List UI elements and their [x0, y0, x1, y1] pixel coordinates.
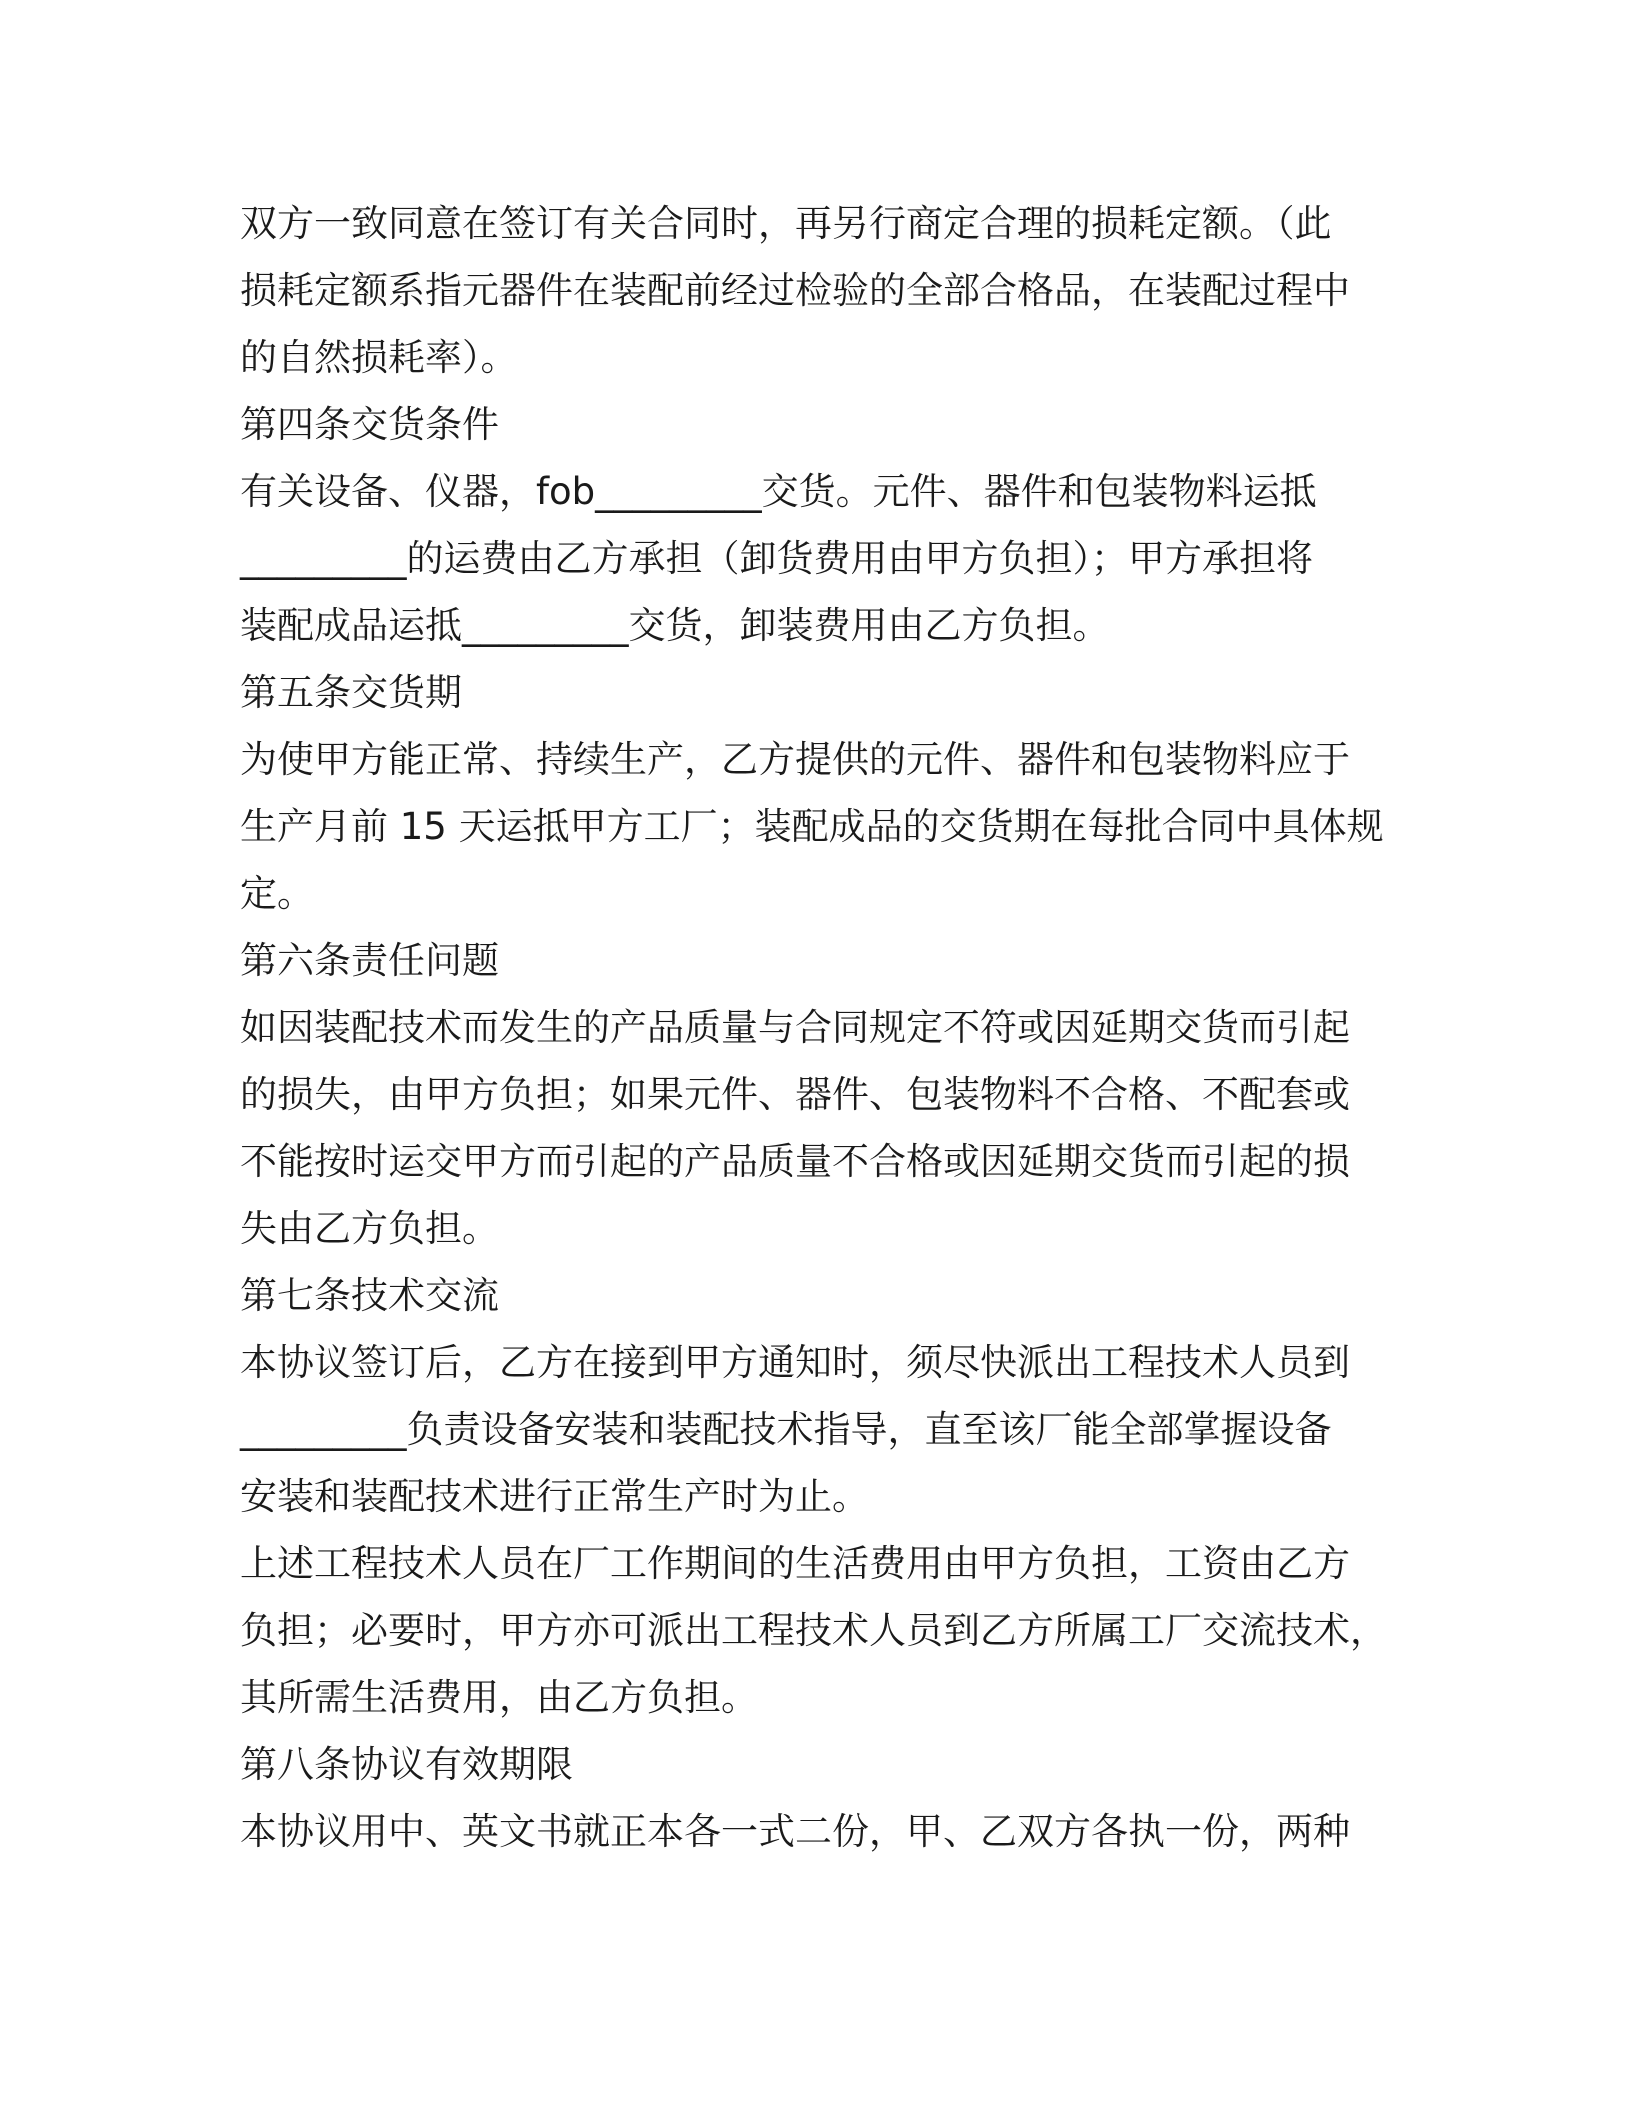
text-line: 定。 [240, 872, 314, 915]
text-line: 本协议用中、英文书就正本各一式二份，甲、乙双方各执一份，两种 [240, 1810, 1350, 1853]
text-line: 损耗定额系指元器件在装配前经过检验的全部合格品，在装配过程中 [240, 269, 1350, 312]
section-heading: 第七条技术交流 [240, 1274, 499, 1317]
text-line: 其所需生活费用，由乙方负担。 [240, 1676, 758, 1719]
text-line: 生产月前 15 天运抵甲方工厂；装配成品的交货期在每批合同中具体规 [240, 805, 1384, 848]
text-line: 不能按时运交甲方而引起的产品质量不合格或因延期交货而引起的损 [240, 1140, 1350, 1183]
text-line: 有关设备、仪器，fob_________交货。元件、器件和包装物料运抵 [240, 470, 1317, 513]
text-line: 为使甲方能正常、持续生产，乙方提供的元件、器件和包装物料应于 [240, 738, 1350, 781]
text-line: 装配成品运抵_________交货，卸装费用由乙方负担。 [240, 604, 1110, 647]
text-line: _________负责设备安装和装配技术指导，直至该厂能全部掌握设备 [240, 1408, 1332, 1451]
document-body [240, 190, 1390, 1865]
section-heading: 第八条协议有效期限 [240, 1743, 573, 1786]
text-line: 的自然损耗率）。 [240, 336, 518, 379]
section-heading: 第六条责任问题 [240, 939, 499, 982]
text-line: 失由乙方负担。 [240, 1207, 499, 1250]
text-line: 的损失，由甲方负担；如果元件、器件、包装物料不合格、不配套或 [240, 1073, 1350, 1116]
text-line: 如因装配技术而发生的产品质量与合同规定不符或因延期交货而引起 [240, 1006, 1350, 1049]
text-line: _________的运费由乙方承担（卸货费用由甲方负担）；甲方承担将 [240, 537, 1313, 580]
text-line: 本协议签订后，乙方在接到甲方通知时，须尽快派出工程技术人员到 [240, 1341, 1350, 1384]
text-line: 上述工程技术人员在厂工作期间的生活费用由甲方负担，工资由乙方 [240, 1542, 1350, 1585]
text-line: 安装和装配技术进行正常生产时为止。 [240, 1475, 869, 1518]
section-heading: 第四条交货条件 [240, 403, 499, 446]
section-heading: 第五条交货期 [240, 671, 462, 714]
text-line: 双方一致同意在签订有关合同时，再另行商定合理的损耗定额。（此 [240, 202, 1332, 245]
text-line: 负担；必要时，甲方亦可派出工程技术人员到乙方所属工厂交流技术， [240, 1609, 1387, 1652]
